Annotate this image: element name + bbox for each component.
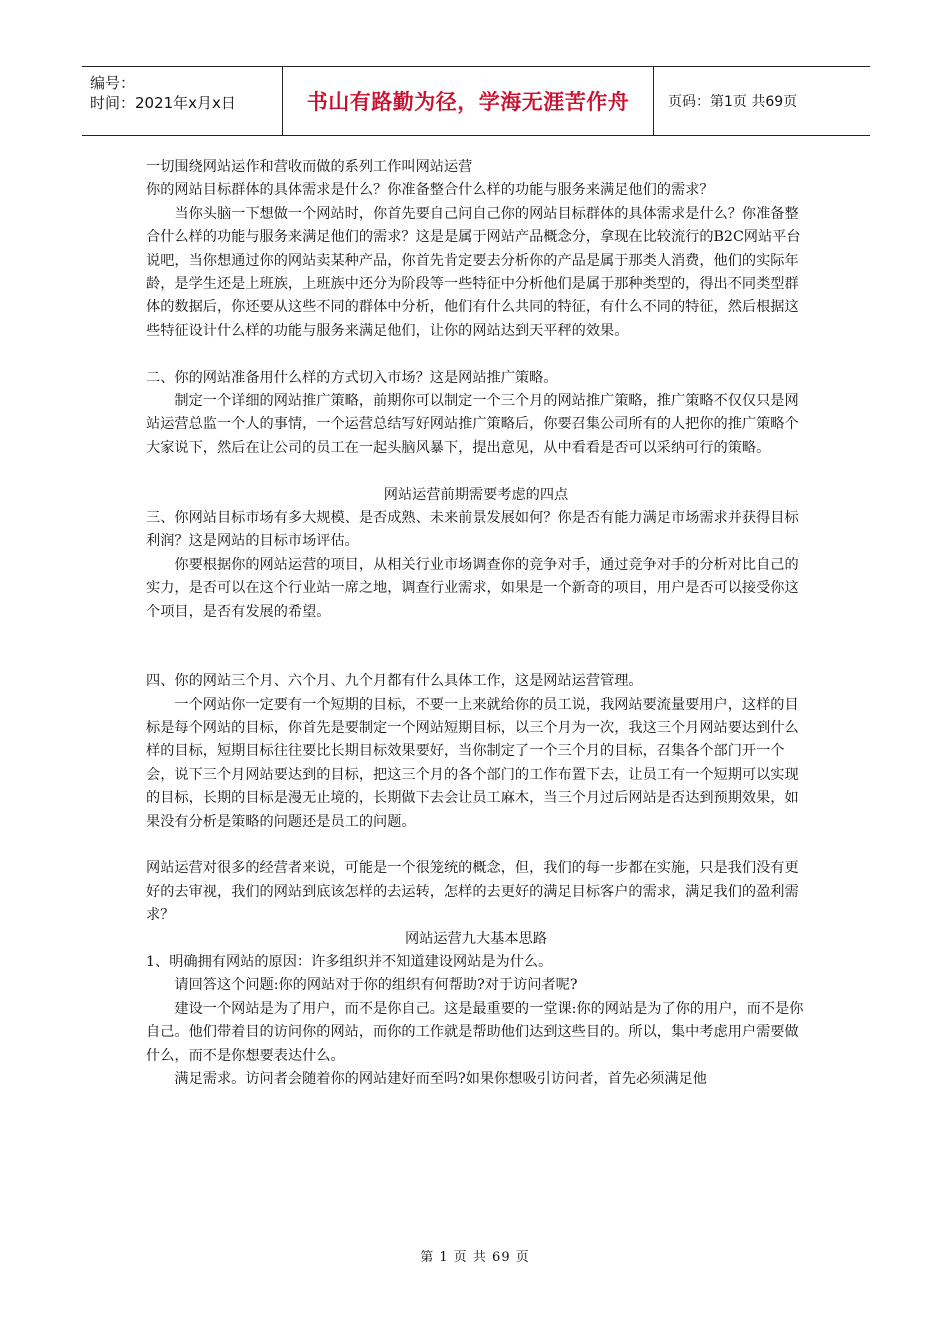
paragraph: 一个网站你一定要有一个短期的目标，不要一上来就给你的员工说，我网站要流量要用户，这样的目标是每个网站的目标，你首先是要制定一个网站短期目标，以三个月为一次，我这三个月网站要达到什么样的目标，短期目标往往要比长期目标效果要好，当你制定了一个三个月的目标，召集各个部门开一个会，说下三个月网站要达到的目标，把这三个月的各个部门的工作布置下去，让员工有一个短期可以实现的目标，长期的目标是漫无止境的，长期做下去会让员工麻木，当三个月过后网站是否达到预期效果，如果没有分析是策略的问题还是员工的问题。: [146, 696, 799, 830]
paragraph: 你要根据你的网站运营的项目，从相关行业市场调查你的竞争对手，通过竞争对手的分析对比自己的实力，是否可以在这个行业站一席之地，调查行业需求，如果是一个新奇的项目，用户是否可以接受你这个项目，是否有发展的希望。: [146, 556, 799, 620]
paragraph: 三、你网站目标市场有多大规模、是否成熟、未来前景发展如何？你是否有能力满足市场需求并获得目标利润？这是网站的目标市场评估。: [146, 510, 799, 550]
document-body: [146, 156, 806, 1091]
section-heading: 网站运营九大基本思路: [405, 930, 547, 947]
paragraph: 1、明确拥有网站的原因：许多组织并不知道建设网站是为什么。: [146, 953, 553, 970]
paragraph: 请回答这个问题:你的网站对于你的组织有何帮助?对于访问者呢?: [174, 977, 578, 994]
date-line: 时间：2021年x月x日: [90, 94, 236, 112]
paragraph: 你的网站目标群体的具体需求是什么？你准备整合什么样的功能与服务来满足他们的需求？: [146, 182, 714, 199]
section-heading: 网站运营前期需要考虑的四点: [383, 486, 569, 503]
paragraph-spacer: [146, 343, 806, 366]
page-footer: [0, 1246, 950, 1265]
motto-text: 书山有路勤为径，学海无涯苦作舟: [306, 90, 630, 114]
paragraph: 建设一个网站是为了用户，而不是你自己。这是最重要的一堂课:你的网站是为了你的用户，而不是你自己。他们带着目的访问你的网站，而你的工作就是帮助他们达到这些目的。所以，集中考虑用户需要做什么，而不是你想要表达什么。: [146, 1000, 804, 1064]
footer-page-number: 第 1 页 共 69 页: [420, 1250, 530, 1265]
paragraph: 满足需求。访问者会随着你的网站建好而至吗?如果你想吸引访问者，首先必须满足他: [174, 1070, 707, 1087]
header-table: [82, 66, 870, 136]
paragraph: 一切围绕网站运作和营收而做的系列工作叫网站运营: [146, 159, 473, 175]
paragraph-spacer: [146, 624, 806, 670]
paragraph: 当你头脑一下想做一个网站时，你首先要自己问自己你的网站目标群体的具体需求是什么？你准备整合什么样的功能与服务来满足他们的需求？这是是属于网站产品概念分，拿现在比较流行的B2C网站平台说吧，当你想通过你的网站卖某种产品，你首先肯定要去分析你的产品是属于那类人消费，他们的实际年龄，是学生还是上班族，上班族中还分为阶段等一些特征中分析他们是属于那种类型的，得出不同类型群体的数据后，你还要从这些不同的群体中分析，他们有什么共同的特征，有什么不同的特征，然后根据这些特征设计什么样的功能与服务来满足他们，让你的网站达到天平秤的效果。: [146, 205, 801, 339]
header-meta-cell: [82, 67, 283, 135]
header-page-cell: [654, 67, 870, 135]
paragraph-spacer: [146, 460, 806, 483]
paragraph: 网站运营对很多的经营者来说，可能是一个很笼统的概念，但，我们的每一步都在实施，只是我们没有更好的去审视，我们的网站到底该怎样的去运转，怎样的去更好的满足目标客户的需求，满足我们的盈利需求？: [146, 860, 799, 924]
paragraph: 制定一个详细的网站推广策略，前期你可以制定一个三个月的网站推广策略，推广策略不仅仅只是网站运营总监一个人的事情，一个运营总结写好网站推广策略后，你要召集公司所有的人把你的推广策略个大家说下，然后在让公司的员工在一起头脑风暴下，提出意见，从中看看是否可以采纳可行的策略。: [146, 393, 799, 456]
paragraph: 四、你的网站三个月、六个月、九个月都有什么具体工作，这是网站运营管理。: [146, 673, 643, 690]
page-info: 页码：第1页 共69页: [668, 94, 798, 110]
paragraph-spacer: [146, 834, 806, 857]
paragraph: 二、你的网站准备用什么样的方式切入市场？这是网站推广策略。: [146, 369, 558, 386]
header-motto-cell: [283, 67, 654, 135]
code-label: 编号：: [90, 74, 136, 92]
